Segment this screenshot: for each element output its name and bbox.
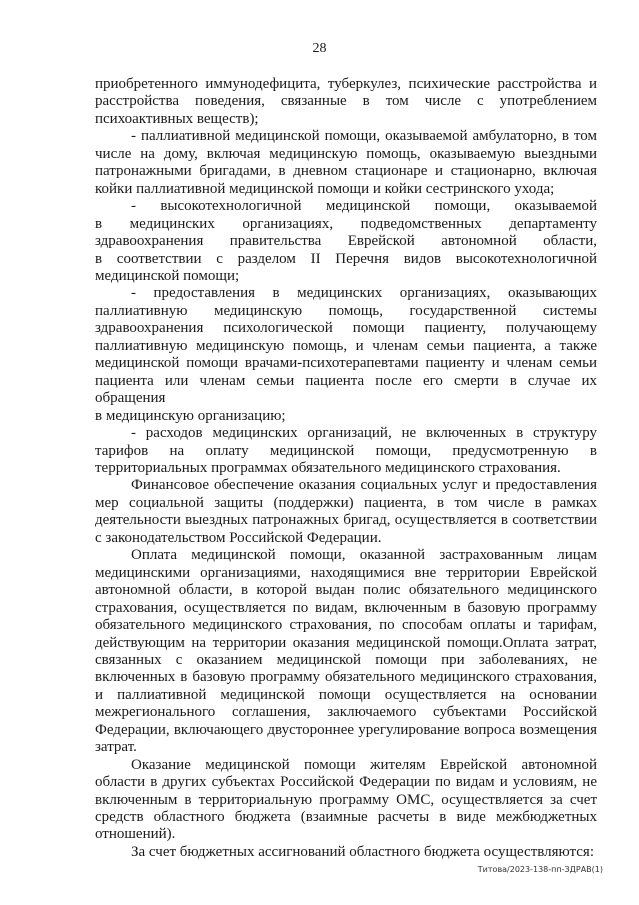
text-line: - паллиативной медицинской помощи, оказываемой амбулаторно, в том [131, 128, 597, 145]
text-line: здравоохранения психологической помощи пациенту, получающему [95, 320, 597, 337]
text-line: медицинской помощи врачами-психотерапевтами пациенту и членам семьи [95, 355, 597, 372]
text-line: включенным в территориальную программу ОМС, осуществляется за счет [95, 791, 597, 808]
text-line: межрегионального соглашения, заключаемого субъектами Российской [95, 704, 597, 721]
text-line: За счет бюджетных ассигнований областного бюджета осуществляются: [131, 843, 595, 860]
text-line: территориальных программах обязательного медицинского страхования. [95, 459, 561, 476]
text-line: затрат. [95, 739, 137, 756]
text-line: паллиативную медицинскую помощь, и членам семьи пациента, а также [95, 337, 597, 354]
text-line: медицинскими организациями, находящимися вне территории Еврейской [95, 564, 597, 581]
document-body [95, 76, 597, 861]
text-line: связанных с оказанием медицинской помощи при заболеваниях, не [95, 651, 597, 668]
text-line: пациента или членам семьи пациента после его смерти в случае их обращения [95, 372, 597, 407]
text-line: в соответствии с разделом II Перечня видов высокотехнологичной [95, 250, 597, 267]
text-line: - предоставления в медицинских организациях, оказывающих [131, 285, 597, 302]
text-line: включенных в базовую программу обязательного медицинского страхования, [95, 669, 597, 686]
text-line: паллиативную медицинскую помощь, государственной системы [95, 302, 597, 319]
text-line: страхования, осуществляется по видам, включенным в базовую программу [95, 599, 597, 616]
text-line: Оказание медицинской помощи жителям Еврейской автономной [131, 756, 597, 773]
text-line: в медицинских организациях, подведомственных департаменту [95, 215, 597, 232]
text-line: с законодательством Российской Федерации. [95, 529, 382, 546]
text-line: Федерации, включающего двустороннее урегулирование вопроса возмещения [95, 721, 597, 738]
text-line: медицинской помощи; [95, 267, 240, 284]
text-line: - высокотехнологичной медицинской помощи, оказываемой [131, 198, 597, 215]
text-line: области в других субъектах Российской Федерации по видам и условиям, не [95, 774, 597, 791]
text-line: обязательного медицинского страхования, по способам оплаты и тарифам, [95, 617, 597, 634]
text-line: Оплата медицинской помощи, оказанной застрахованным лицам [131, 547, 597, 564]
text-line: койки паллиативной медицинской помощи и койки сестринского ухода; [95, 180, 555, 197]
text-line: в медицинскую организацию; [95, 407, 286, 424]
footer-document-code: Титова/2023-138-пп-ЗДРАВ(1) [477, 865, 603, 874]
text-line: психоактивных веществ); [95, 110, 259, 127]
page-number: 28 [312, 41, 327, 56]
text-line: действующим на территории оказания медицинской помощи.Оплата затрат, [95, 634, 597, 651]
text-line: автономной области, в которой выдан полис обязательного медицинского [95, 582, 597, 599]
text-line: Финансовое обеспечение оказания социальных услуг и предоставления [131, 477, 597, 494]
text-line: отношений). [95, 826, 176, 843]
text-line: средств областного бюджета (взаимные расчеты в виде межбюджетных [95, 809, 597, 826]
text-line: числе на дому, включая медицинскую помощь, оказываемую выездными [95, 145, 597, 162]
text-line: патронажными бригадами, в дневном стационаре и стационарно, включая [95, 163, 597, 180]
text-line: мер социальной защиты (поддержки) пациента, в том числе в рамках [95, 494, 597, 511]
text-line: расстройства поведения, связанные в том числе с употреблением [95, 93, 597, 110]
text-line: тарифов на оплату медицинской помощи, предусмотренную в [95, 442, 597, 459]
text-line: приобретенного иммунодефицита, туберкулез, психические расстройства и [95, 76, 597, 92]
text-line: и паллиативной медицинской помощи осуществляется на основании [95, 686, 597, 703]
text-line: здравоохранения правительства Еврейской автономной области, [95, 233, 597, 250]
text-line: деятельности выездных патронажных бригад, осуществляется в соответствии [95, 512, 597, 529]
text-line: - расходов медицинских организаций, не включенных в структуру [131, 425, 597, 442]
